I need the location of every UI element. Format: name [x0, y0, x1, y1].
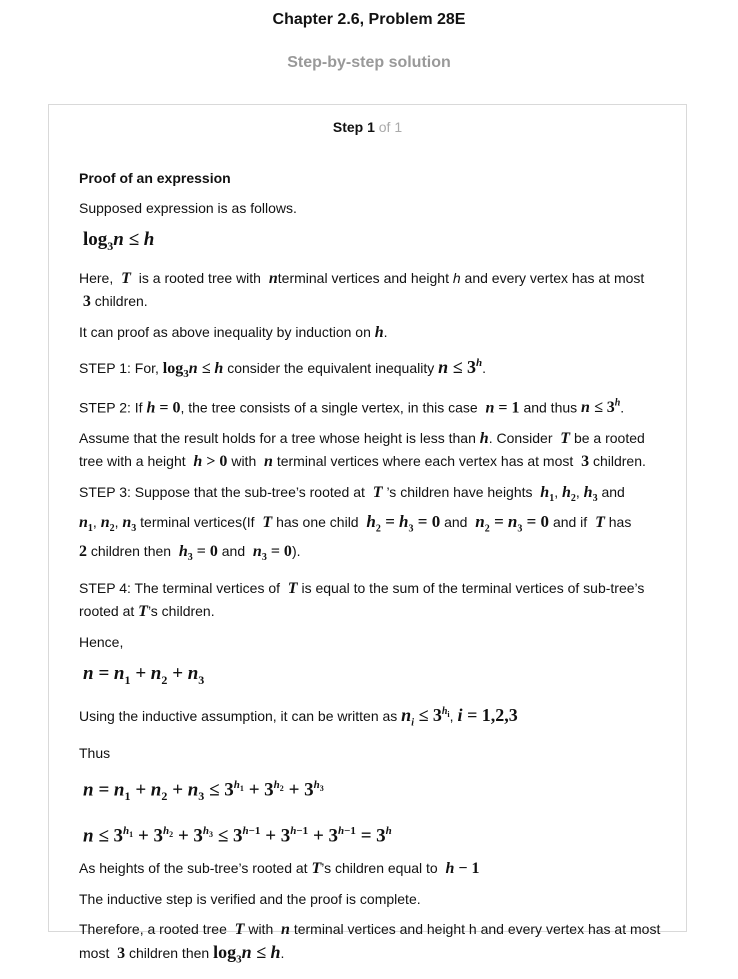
paragraph-step1: STEP 1: For, $\log_3n \le h$ consider the equivalent inequality $n \le 3^h$. [79, 356, 487, 380]
paragraph-heights: As heights of the sub-tree’s rooted at T’s children equal to h − 1 [79, 859, 480, 877]
page-title: Chapter 2.6, Problem 28E [272, 11, 466, 28]
paragraph-thus: Thus [79, 745, 111, 762]
equation-bound-2: $n \le 3^{h_1} + 3^{h_2} + 3^{h_3} \le 3^{h-1} + 3^{h-1} + 3^{h-1} = 3^h$ [83, 824, 392, 846]
paragraph-using: Using the inductive assumption, it can be written as $n_i \le 3^{h_i}$, i = 1,2,3 [79, 704, 518, 729]
paragraph-verified: The inductive step is verified and the proof is complete. [79, 890, 421, 907]
paragraph-assume: Assume that the result holds for a tree whose height is less than h. Consider T be a rooted tree with a height h > 0 with n terminal vertices where each vertex has at most 3 children. [79, 430, 646, 471]
paragraph-hence: Hence, [79, 634, 124, 651]
paragraph-step2: STEP 2: If h = 0, the tree consists of a single vertex, in this case n = 1 and thus $n \le 3^h$. [79, 397, 625, 417]
paragraph-step3: STEP 3: Suppose that the sub-tree’s rooted at T ’s children have heights $h_1$, $h_2$, $h_3$ and $n_1$, $n_2$, $n_3$ terminal vertices(If T has one child $h_2 = h_3 = 0$ and $n_2 = n_3 = 0$ and if T has 2 children then $h_3 = 0$ and $n_3 = 0$). [79, 484, 632, 564]
step-count: of 1 [378, 119, 403, 135]
paragraph-intro: Supposed expression is as follows. [79, 200, 297, 216]
solution-content [79, 167, 664, 979]
step-header [49, 119, 686, 135]
paragraph-step4: STEP 4: The terminal vertices of T is equal to the sum of the terminal vertices of sub-tree’s rooted at T’s children. [79, 580, 645, 621]
page-subtitle: Step-by-step solution [287, 54, 451, 71]
paragraph-therefore: Therefore, a rooted tree T with n terminal vertices and height h and every vertex has at most most 3 children then $\log_3n \le h$. [79, 920, 661, 966]
equation-sum: $n = n_1 + n_2 + n_3$ [83, 663, 205, 687]
paragraph-induction: It can proof as above inequality by induction on h. [79, 323, 388, 341]
equation-bound-1: $n = n_1 + n_2 + n_3 \le 3^{h_1} + 3^{h_2} + 3^{h_3}$ [83, 779, 324, 804]
step-label: Step 1 [332, 119, 375, 135]
paragraph-here: Here, T is a rooted tree with nterminal vertices and height h and every vertex has at most 3 children. [79, 269, 645, 310]
section-heading: Proof of an expression [79, 170, 231, 186]
solution-card [48, 104, 687, 966]
equation-log: $\log_3n \le h$ [83, 229, 155, 253]
